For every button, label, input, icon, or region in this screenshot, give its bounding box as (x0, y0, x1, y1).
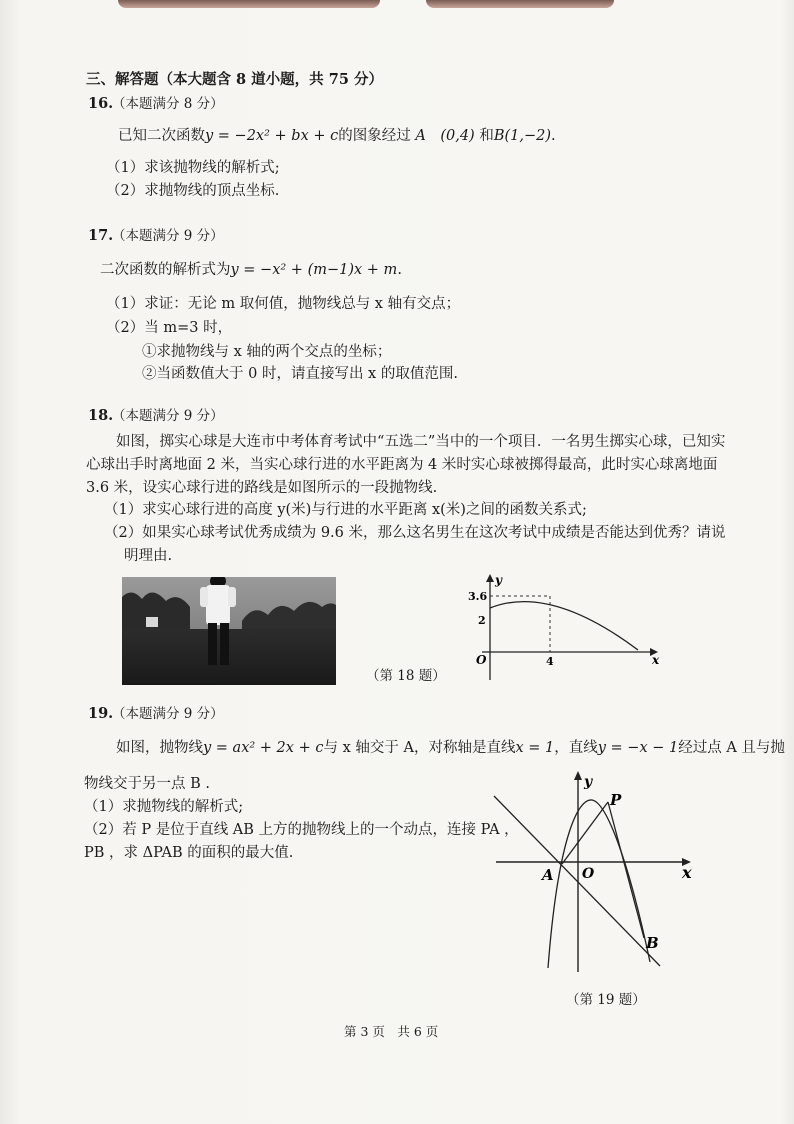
q19-line1-a: 如图，抛物线 (116, 740, 203, 756)
q19-graph (492, 768, 702, 974)
q19-line2: 物线交于另一点 B . (84, 776, 210, 792)
q17-formula: y = −x² + (m−1)x + m (230, 262, 398, 278)
q19-y-label: y (584, 774, 593, 790)
q16-stem (118, 126, 556, 146)
q16-score: （本题满分 8 分） (112, 96, 224, 112)
q19-score: （本题满分 9 分） (112, 706, 224, 722)
q19-line-ab (494, 796, 660, 966)
q16-part1: （1）求该抛物线的解析式; (106, 160, 280, 176)
section-title: 三、解答题（本大题含 8 道小题，共 75 分） (86, 71, 383, 88)
q18-x-label: x (652, 653, 660, 667)
q16-number: 16. (88, 95, 114, 112)
q17-stem-b: . (397, 262, 402, 278)
q19-point-a: A (542, 866, 554, 884)
q17-part1: （1）求证：无论 m 取何值，抛物线总与 x 轴有交点； (106, 296, 461, 312)
q18-x-tick: 4 (546, 655, 554, 668)
q18-line2: 心球出手时离地面 2 米，当实心球行进的水平距离为 4 米时实心球被掷得最高，此时实心球离地面 (86, 457, 718, 473)
q17-score: （本题满分 9 分） (112, 228, 224, 244)
q18-number: 18. (88, 407, 114, 424)
q19-line1-c: ，直线 (554, 740, 598, 756)
q19-origin: O (582, 866, 595, 882)
q18-y-arrow (486, 574, 494, 582)
q18-y-tick-mid: 2 (478, 614, 486, 627)
q18-score: （本题满分 9 分） (112, 408, 224, 424)
q16-stem-c: 和 (479, 128, 494, 144)
q18-parabola-curve (490, 602, 638, 650)
q19-formula1: y = ax² + 2x + c (203, 740, 324, 756)
q16-formula: y = −2x² + bx + c (205, 128, 339, 144)
q18-part1: （1）求实心球行进的高度 y(米)与行进的水平距离 x(米)之间的函数关系式; (104, 502, 587, 518)
q19-line1-b: 与 x 轴交于 A，对称轴是直线 (323, 740, 516, 756)
q18-shotput-photo (122, 577, 336, 685)
q18-origin: O (476, 653, 487, 667)
q19-number: 19. (88, 705, 114, 722)
q18-y-label: y (495, 573, 502, 587)
q19-caption: （第 19 题） (566, 992, 646, 1008)
q17-stem (100, 260, 402, 280)
q16-stem-d: . (551, 128, 556, 144)
binding-strip-left (118, 0, 380, 8)
q16-point-a: A (0,4) (415, 128, 475, 144)
q19-parabola (548, 800, 650, 968)
q19-point-p: P (610, 791, 622, 809)
q19-part1: （1）求抛物线的解析式; (84, 799, 244, 815)
q19-formula2: x = 1 (515, 740, 555, 756)
q19-line1-d: 经过点 A 且与抛 (678, 740, 785, 756)
q17-part2: （2）当 m=3 时， (106, 320, 233, 336)
q17-number: 17. (88, 227, 114, 244)
binding-strip-right (426, 0, 614, 8)
q19-line1 (116, 738, 785, 758)
q19-part2: （2）若 P 是位于直线 AB 上方的抛物线上的一个动点，连接 PA ， (84, 822, 519, 838)
q16-stem-a: 已知二次函数 (118, 128, 205, 144)
q19-x-label: x (682, 863, 692, 882)
q17-part2b: ②当函数值大于 0 时，请直接写出 x 的取值范围. (142, 366, 458, 382)
q18-caption: （第 18 题） (366, 668, 446, 684)
q17-stem-a: 二次函数的解析式为 (100, 262, 231, 278)
q17-part2a: ①求抛物线与 x 轴的两个交点的坐标； (142, 344, 392, 360)
q16-stem-b: 的图象经过 (338, 128, 411, 144)
page-footer: 第 3 页 共 6 页 (344, 1024, 439, 1039)
q18-line3: 3.6 米，设实心球行进的路线是如图所示的一段抛物线. (86, 480, 438, 496)
q18-part2: （2）如果实心球考试优秀成绩为 9.6 米，那么这名男生在这次考试中成绩是否能达到优秀？请说 (104, 525, 726, 541)
q18-y-tick-top: 3.6 (468, 590, 488, 603)
q16-point-b: B(1,−2) (493, 128, 552, 144)
q19-y-arrow (574, 771, 582, 780)
q18-line1: 如图，掷实心球是大连市中考体育考试中“五选二”当中的一个项目．一名男生掷实心球，已知实 (116, 434, 726, 450)
q19-part2-cont: PB ，求 ΔPAB 的面积的最大值. (84, 845, 294, 861)
q19-point-b: B (646, 934, 659, 952)
q18-parabola-graph (458, 572, 668, 684)
q18-part2-cont: 明理由. (124, 548, 173, 564)
q19-formula3: y = −x − 1 (597, 740, 679, 756)
q16-part2: （2）求抛物线的顶点坐标. (106, 183, 280, 199)
